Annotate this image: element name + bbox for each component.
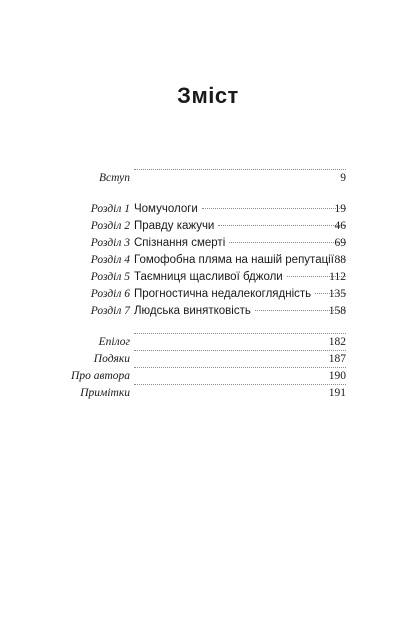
toc-entry-page: 19 [334,203,346,215]
toc-entry-leader [134,254,346,266]
toc-entry-chapter-3[interactable] [0,237,416,255]
toc-entry-page: 69 [334,237,346,249]
toc-entry-title: Людська винятковість [134,305,251,317]
toc-entry-page: 182 [328,336,346,348]
toc-entry-label: Розділ 1 [90,203,130,215]
toc-entry-title: Чомучологи [134,203,198,215]
toc-entry-title: Спізнання смерті [134,237,226,249]
toc-entry-label: Розділ 2 [90,220,130,232]
toc-entry-leader [134,288,346,300]
dot-leader [134,367,346,368]
toc-entry-page: 187 [328,353,346,365]
toc-entry-leader [134,370,346,371]
toc-entry-label: Розділ 3 [90,237,130,249]
toc-entry-title: Гомофобна пляма на нашій репутації [134,254,334,266]
toc-entry-page: 88 [334,254,346,266]
toc-entry-leader [134,237,346,249]
toc-entry-page: 9 [340,172,346,184]
toc-entry-chapter-1[interactable] [0,203,416,221]
toc-entry-leader [134,271,346,283]
toc-entry-leader [134,387,346,388]
dot-leader [202,208,346,209]
page-title: Зміст [177,83,239,108]
toc-entry-label: Вступ [98,172,130,184]
toc-entry-leader [134,336,346,337]
toc-entry-notes[interactable] [0,387,416,405]
toc-entry-chapter-4[interactable] [0,254,416,272]
toc-entry-chapter-2[interactable] [0,220,416,238]
dot-leader [134,333,346,334]
toc-entry-about-author[interactable] [0,370,416,388]
toc-entry-page: 191 [328,387,346,399]
toc-entry-epilogue[interactable] [0,336,416,354]
toc-entry-intro[interactable] [0,172,416,190]
dot-leader [134,169,346,170]
toc-entry-label: Розділ 5 [90,271,130,283]
dot-leader [134,384,346,385]
dot-leader [229,242,346,243]
toc-entry-label: Епілог [98,336,130,348]
toc-entry-chapter-5[interactable] [0,271,416,289]
toc-entry-title: Правду кажучи [134,220,215,232]
toc-entry-label: Розділ 6 [90,288,130,300]
toc-entry-leader [134,172,346,173]
toc-entry-page: 135 [328,288,346,300]
dot-leader [218,225,346,226]
toc-entry-leader [134,305,346,317]
toc-entry-label: Подяки [93,353,130,365]
toc-entry-leader [134,353,346,354]
toc-entry-chapter-6[interactable] [0,288,416,306]
toc-entry-title: Таємниця щасливої бджоли [134,271,283,283]
toc-entry-page: 190 [328,370,346,382]
toc-entry-title: Прогностична недалекоглядність [134,288,312,300]
toc-entry-leader [134,220,346,232]
toc-entry-label: Розділ 7 [90,305,130,317]
toc-entry-label: Розділ 4 [90,254,130,266]
toc-entry-label: Про автора [71,370,130,382]
dot-leader [134,350,346,351]
toc-entry-chapter-7[interactable] [0,305,416,323]
toc-entry-page: 112 [329,271,346,283]
toc-entry-leader [134,203,346,215]
toc-entry-acknowledgements[interactable] [0,353,416,371]
toc-entry-page: 46 [334,220,346,232]
toc-entry-label: Примітки [80,387,130,399]
toc-entry-page: 158 [328,305,346,317]
